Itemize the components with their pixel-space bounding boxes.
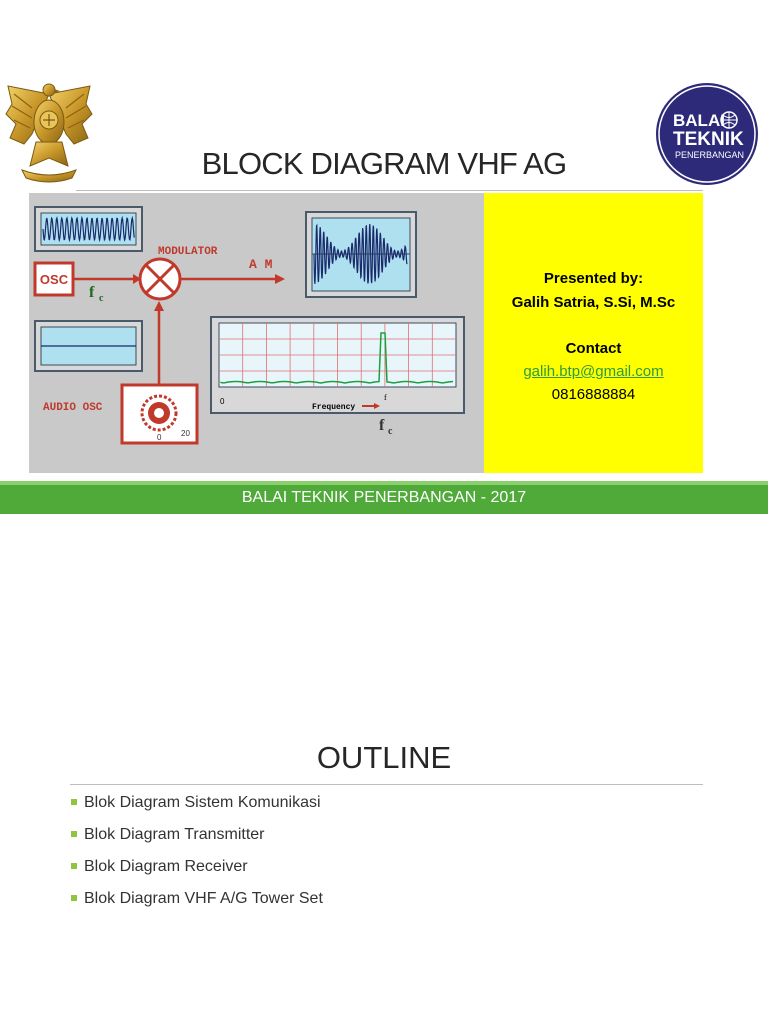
modulator-symbol (140, 259, 180, 299)
fc-label-sub: c (99, 293, 104, 304)
bullet-square-icon (71, 799, 77, 805)
bullet-square-icon (71, 863, 77, 869)
slide-title: BLOCK DIAGRAM VHF AG (201, 146, 567, 181)
spectrum-analyzer (211, 317, 464, 413)
phone-number: 0816888884 (551, 386, 636, 403)
presenter-panel (484, 193, 703, 473)
frequency-label: Frequency (312, 403, 356, 412)
dial-min: 0 (157, 433, 162, 442)
audio-osc-dial (122, 385, 197, 443)
presenter-name: Galih Satria, S.Si, M.Sc (511, 294, 676, 311)
presented-by-label: Presented by: (543, 270, 644, 287)
audio-scope (35, 321, 142, 371)
bullet-square-icon (71, 895, 77, 901)
spectrum-zero: 0 (220, 397, 225, 406)
list-item-text: Blok Diagram Transmitter (84, 826, 265, 843)
bullet-square-icon (71, 831, 77, 837)
list-item-text: Blok Diagram Receiver (84, 858, 248, 875)
balai-teknik-logo (655, 82, 759, 186)
footer-bar (0, 481, 768, 514)
audio-osc-label: AUDIO OSC (43, 402, 103, 414)
contact-label: Contact (565, 340, 622, 357)
outline-divider (70, 784, 703, 785)
outline-list (70, 793, 323, 921)
footer-stripe (0, 481, 768, 485)
list-item (70, 793, 323, 825)
list-item-text: Blok Diagram Sistem Komunikasi (84, 794, 321, 811)
outline-title: OUTLINE (316, 740, 452, 775)
fc-marker-sub: c (388, 426, 393, 437)
slide-1 (0, 78, 768, 514)
am-block-diagram (29, 193, 484, 473)
logo-line-2: TEKNIK (673, 129, 744, 150)
osc-label: OSC (39, 272, 69, 287)
email-link[interactable]: galih.btp@gmail.com (523, 363, 664, 380)
modulator-label: MODULATOR (158, 246, 218, 258)
fc-marker: f (379, 417, 385, 434)
title-divider (76, 190, 703, 191)
am-label: A M (249, 257, 273, 272)
footer-text: BALAI TEKNIK PENERBANGAN - 2017 (241, 489, 527, 506)
stpi-emblem (2, 80, 96, 186)
dial-max: 20 (181, 429, 190, 438)
list-item (70, 857, 323, 889)
list-item (70, 825, 323, 857)
list-item (70, 889, 323, 921)
osc-block (35, 263, 73, 295)
list-item-text: Blok Diagram VHF A/G Tower Set (84, 890, 323, 907)
fc-label: f (89, 284, 95, 301)
am-output-scope (306, 212, 416, 297)
carrier-scope (35, 207, 142, 251)
logo-line-1: BALAI (673, 111, 725, 130)
fc-axis-marker: f (384, 393, 387, 402)
logo-line-3: PENERBANGAN (675, 150, 745, 160)
